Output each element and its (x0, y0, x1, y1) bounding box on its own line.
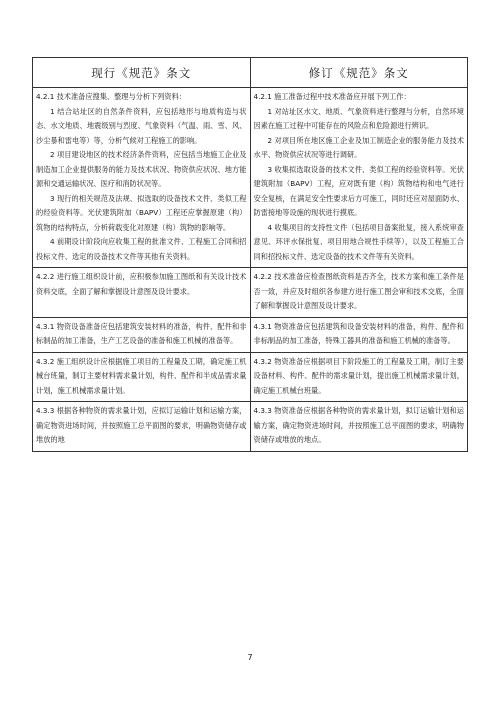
table-row (33, 317, 468, 352)
current-clause-cell (33, 317, 251, 352)
header-revised-spec: 修订《规范》条文 (250, 58, 468, 88)
clause-text: 4 前期设计阶段向应收集工程的批准文件、工程施工合同和招投标文件、选定的设备技术文件等其他有关资料。 (36, 237, 247, 261)
clause-text: 3 现行的相关规范及法规、拟选取的设备技术文件、类似工程的经验资料等。光伏建筑附加（BAPV）工程还应掌握原建（构）筑物的结构特点，分析荷载变化对原建（构）筑物的影响等。 (36, 193, 247, 232)
current-clause-cell (33, 352, 251, 402)
current-clause-cell (33, 268, 251, 318)
clause-text: 1 对站址区水文、地质、气象资料进行整理与分析，自然环境因素在施工过程中可能存在的风险点和危险源进行辨识。 (253, 106, 464, 130)
clause-text: 4.2.1 施工准备过程中技术准备应开展下列工作： (253, 92, 411, 101)
clause-text: 2 对项目所在地区施工企业及加工制造企业的服务能力及技术水平、物资供应状况等进行调研。 (253, 135, 464, 159)
clause-text: 4.2.1 技术准备应搜集、整理与分析下列资料： (36, 92, 186, 101)
clause-text: 4.3.1 物资设备准备应包括建筑安装材料的准备，构件、配件和非标制品的加工准备，生产工艺设备的准备和施工机械的准备等。 (36, 321, 247, 345)
header-current-spec: 现行《规范》条文 (33, 58, 251, 88)
table-row (33, 88, 468, 268)
clause-text: 1 结合站址区的自然条件资料，应包括地形与地质构造与状态、水文地质、地震级别与烈度、气象资料（气温、雨、雪、风、沙尘暴和雷电等）等，分析气候对工程施工的影响。 (36, 106, 247, 145)
clause-text: 4.2.2 进行施工组织设计前，应积极参加施工图纸和有关设计技术资料交底，全面了解和掌握设计意图及设计要求。 (36, 272, 247, 296)
table-row (33, 402, 468, 452)
clause-text: 4.3.3 根据各种物资的需求量计划，应拟订运输计划和运输方案，确定物资进场时间，并按照施工总平面图的要求，明确物资储存或堆放的地 (36, 406, 247, 444)
clause-text: 4.3.3 物资准备应根据各种物资的需求量计划，拟订运输计划和运输方案，确定物资进场时间，并按照施工总平面图的要求，明确物资储存或堆放的地点。 (253, 406, 464, 444)
clause-text: 4.3.2 施工组织设计应根据施工项目的工程量及工期，确定施工机械台班量，制订主要材料需求量计划，构件、配件和半成品需求量计划，施工机械需求量计划。 (36, 356, 247, 395)
revised-clause-cell (250, 402, 468, 452)
clause-text: 2 项目建设地区的技术经济条件资料，应包括当地施工企业及制造加工企业提供服务的能力及技术状况、物资供应状况、地方能源和交通运输状况、医疗和消防状况等。 (36, 150, 247, 188)
revised-clause-cell (250, 88, 468, 268)
current-clause-cell (33, 88, 251, 268)
table-row (33, 268, 468, 318)
current-clause-cell (33, 402, 251, 452)
revised-clause-cell (250, 268, 468, 318)
clause-text: 3 收集拟选取设备的技术文件、类似工程的经验资料等。光伏建筑附加（BAPV）工程，应对既有建（构）筑物结构和电气进行安全复核，在满足安全性要求后方可施工，同时还应对屋面防水、防雷接地等设施的现状进行摸底。 (253, 164, 464, 217)
comparison-table (32, 57, 468, 452)
table-row (33, 352, 468, 402)
page-number: 7 (247, 653, 253, 662)
revised-clause-cell (250, 352, 468, 402)
revised-clause-cell (250, 317, 468, 352)
clause-text: 4.3.1 物资准备应包括建筑和设备安装材料的准备，构件、配件和非标制品的加工准备，特殊工器具的准备和施工机械的准备等。 (253, 321, 464, 345)
clause-text: 4.3.2 物资准备应根据项目下阶段施工的工程量及工期，制订主要设备材料、构件、配件的需求量计划，提出施工机械需求量计划，确定施工机械台班量。 (253, 356, 464, 395)
clause-text: 4.2.2 技术准备应检查图纸资料是否齐全，技术方案和施工条件是否一致，并应及时组织各参建方进行施工图会审和技术交底，全面了解和掌握设计意图及设计要求。 (253, 272, 464, 310)
clause-text: 4 收集项目的支持性文件（包括项目备案批复，接入系统审查意见、环评水保批复、项目用地合规性手续等），以及工程施工合同和招投标文件、选定设备的技术文件等有关资料。 (253, 222, 464, 261)
header-row (33, 58, 468, 88)
